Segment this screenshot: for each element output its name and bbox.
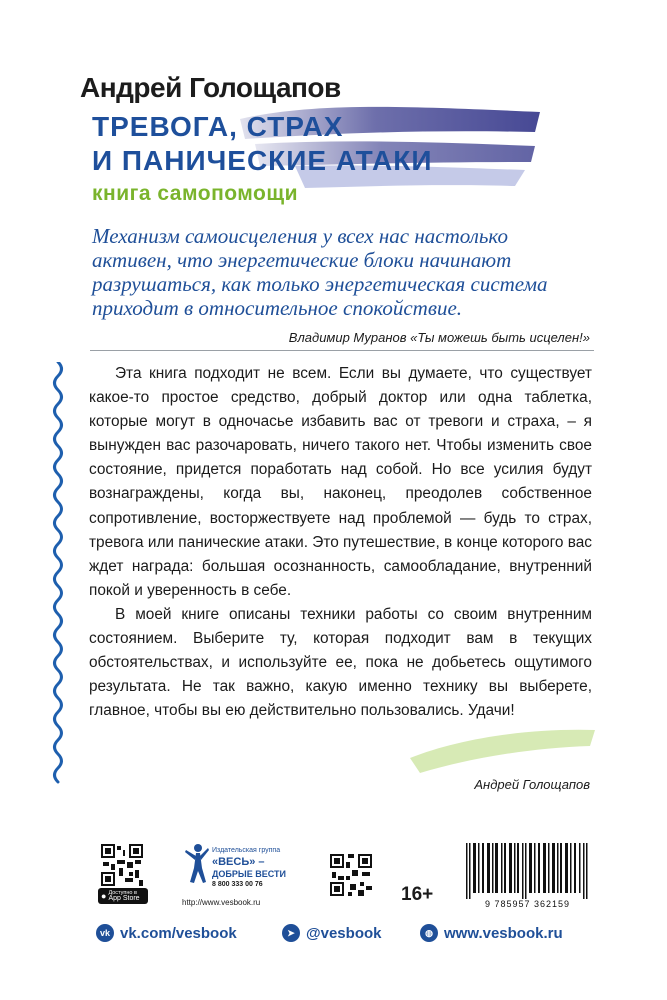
- publisher-info: [212, 846, 302, 890]
- annotation-text: [89, 362, 592, 723]
- author-name: Андрей Голощапов: [80, 72, 341, 103]
- publisher-slogan: ДОБРЫЕ ВЕСТИ: [212, 869, 286, 879]
- annotation-signature: Андрей Голощапов: [474, 777, 590, 792]
- telegram-icon: ➤: [282, 924, 300, 942]
- age-rating: 16+: [401, 884, 434, 905]
- wavy-line-decoration: [48, 362, 68, 792]
- book-title: ТРЕВОГА, СТРАХ И ПАНИЧЕСКИЕ АТАКИ: [92, 111, 433, 176]
- qr-code-site: [328, 852, 374, 898]
- publisher-site-link[interactable]: http://www.vesbook.ru: [182, 898, 261, 907]
- apple-icon: ●: [101, 891, 107, 901]
- publisher-logo-figure-icon: [182, 842, 210, 894]
- epigraph-quote: Механизм самоисцеления у всех нас настолько активен, что энергетические блоки начинают разрушаться, как только энергетическая система приходит в относительное спокойствие.: [92, 224, 548, 320]
- book-subtitle: книга самопомощи: [92, 182, 299, 205]
- publisher-name: «ВЕСЬ» –: [212, 856, 265, 868]
- epigraph-source: Владимир Муранов «Ты можешь быть исцелен!»: [288, 330, 590, 345]
- social-vk-link[interactable]: [96, 924, 237, 942]
- social-web-link[interactable]: [420, 924, 563, 942]
- social-telegram-link[interactable]: [282, 924, 381, 942]
- appstore-line2: App Store: [108, 895, 140, 902]
- vk-icon: vk: [96, 924, 114, 942]
- barcode-number: 9 785957 362159: [484, 899, 571, 909]
- isbn-barcode: [456, 843, 599, 899]
- qr-code-app: [99, 842, 145, 888]
- publisher-group-label: Издательская группа: [212, 847, 281, 854]
- social-telegram-label: @vesbook: [306, 924, 382, 942]
- appstore-line1: Доступно в: [108, 890, 137, 896]
- appstore-badge[interactable]: [98, 888, 148, 904]
- divider: [90, 350, 594, 351]
- publisher-phone: 8 800 333 00 76: [212, 881, 263, 888]
- green-brush-decoration: [400, 718, 600, 778]
- social-vk-label: vk.com/vesbook: [120, 924, 237, 942]
- annotation-paragraph-1: Эта книга подходит не всем. Если вы думаете, что существует какое-то простое средство, добрый доктор или одна таблетка, которые могут в одночасье избавить вас от тревоги и страха, – я вынужден вас разочаровать, ничего такого нет. Чтобы изменить свое состояние, придется поработать над собой. Но все усилия будут вознаграждены, когда вы, наконец, преодолев собственное сопротивление, восторжествуете над проблемой — будь то страх, тревога или панические атаки. Это путешествие, в конце которого вас ждет награда: большая осознанность, самообладание, внутренний покой и уверенность в себе.: [89, 365, 592, 599]
- globe-icon: ◍: [420, 924, 438, 942]
- social-web-label: www.vesbook.ru: [444, 924, 563, 942]
- annotation-paragraph-2: В моей книге описаны техники работы со своим внутренним состоянием. Выберите ту, которая подходит вам в текущих обстоятельствах, и используйте ее, пока не добьетесь ощутимого результата. Не так важно, какую именно технику вы выберете, главное, чтобы вы ею действительно пользовались. Удачи!: [89, 605, 592, 720]
